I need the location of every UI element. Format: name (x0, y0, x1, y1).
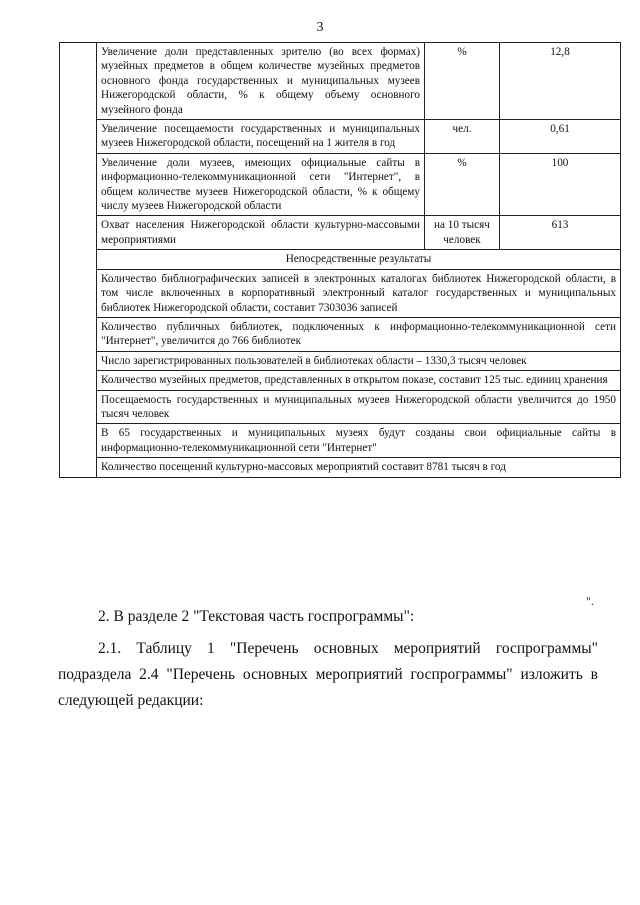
closing-quote: ". (586, 594, 594, 608)
indicator-text: Увеличение доли представленных зрителю (во всех формах) музейных предметов в общем количестве музейных предметов основного фонда государственных и муниципальных музеев Нижегородской области, % к общему объему основного музейного фонда (97, 43, 425, 120)
indicator-value: 0,61 (500, 120, 621, 154)
result-item: Посещаемость государственных и муниципальных музеев Нижегородской области увеличится до 1950 тысяч человек (97, 390, 621, 424)
table-row (60, 371, 621, 390)
table-row (60, 390, 621, 424)
indicators-table (59, 42, 621, 478)
table-row (60, 317, 621, 351)
table-row (60, 351, 621, 370)
indicator-unit: % (425, 153, 500, 216)
result-item: Количество библиографических записей в электронных каталогах библиотек Нижегородской области, в том числе включенных в корпоративный электронный каталог государственных и муниципальных библиотек Нижегородской области, составит 7303036 записей (97, 269, 621, 317)
indicator-text: Охват населения Нижегородской области культурно-массовыми мероприятиями (97, 216, 425, 250)
paragraph-table-1: 2.1. Таблицу 1 "Перечень основных мероприятий госпрограммы" подраздела 2.4 "Перечень основных мероприятий госпрограммы" изложить в следующей редакции: (58, 640, 598, 709)
table-row (60, 458, 621, 477)
table-row (60, 250, 621, 269)
result-item: Количество музейных предметов, представленных в открытом показе, составит 125 тыс. единиц хранения (97, 371, 621, 390)
indicator-text: Увеличение посещаемости государственных и муниципальных музеев Нижегородской области, посещений на 1 жителя в год (97, 120, 425, 154)
table-row (60, 424, 621, 458)
table-row (60, 269, 621, 317)
section-heading: Непосредственные результаты (97, 250, 621, 269)
table-gutter-column (60, 43, 97, 478)
paragraph-section-2: 2. В разделе 2 "Текстовая часть госпрограммы": (98, 608, 415, 625)
indicator-text: Увеличение доли музеев, имеющих официальные сайты в информационно-телекоммуникационной сети "Интернет", в общем количестве музеев Нижегородской области, % к общему числу музеев Нижегородской области (97, 153, 425, 216)
table-row (60, 43, 621, 120)
result-item: Количество публичных библиотек, подключенных к информационно-телекоммуникационной сети "Интернет", увеличится до 766 библиотек (97, 317, 621, 351)
page-number: 3 (316, 20, 324, 35)
table-row (60, 120, 621, 154)
result-item: В 65 государственных и муниципальных музеях будут созданы свои официальные сайты в информационно-телекоммуникационной сети "Интернет" (97, 424, 621, 458)
indicator-unit: на 10 тысяч человек (425, 216, 500, 250)
indicator-value: 100 (500, 153, 621, 216)
indicator-value: 12,8 (500, 43, 621, 120)
indicator-unit: % (425, 43, 500, 120)
result-item: Количество посещений культурно-массовых мероприятий составит 8781 тысяч в год (97, 458, 621, 477)
result-item: Число зарегистрированных пользователей в библиотеках области – 1330,3 тысяч человек (97, 351, 621, 370)
table-row (60, 216, 621, 250)
table-row (60, 153, 621, 216)
indicator-value: 613 (500, 216, 621, 250)
indicator-unit: чел. (425, 120, 500, 154)
